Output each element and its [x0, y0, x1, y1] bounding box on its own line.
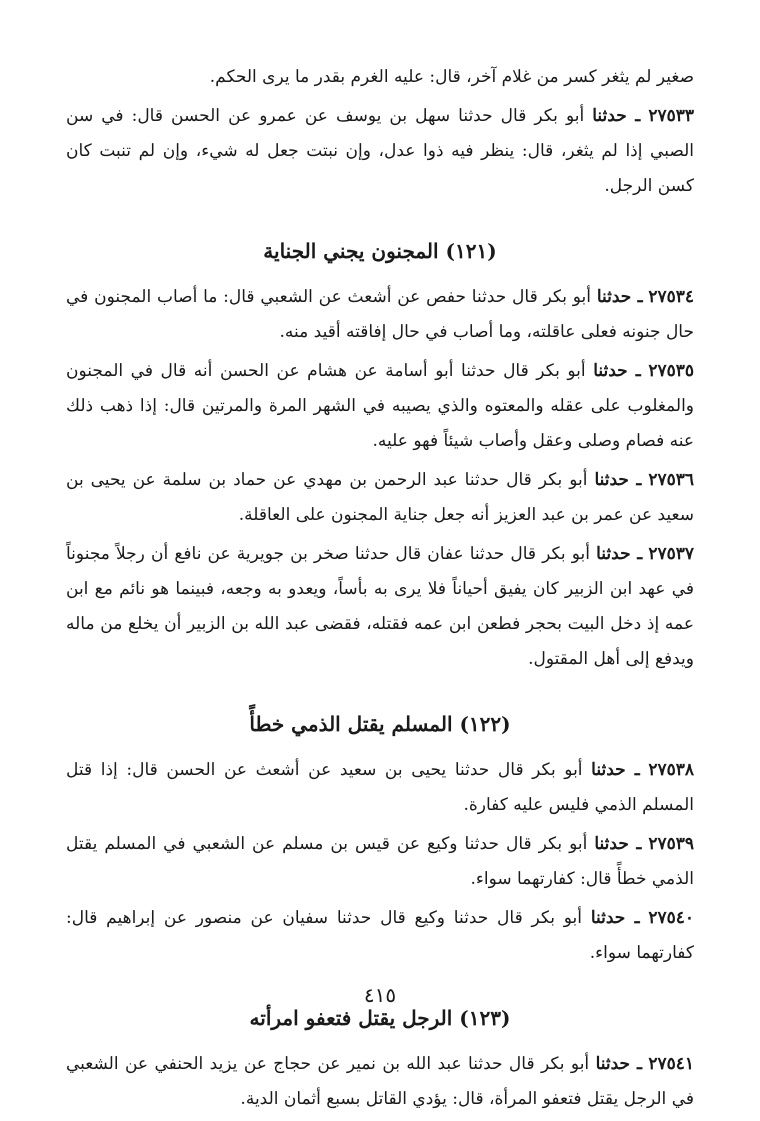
hadith-number: ٢٧٥٣٥ [648, 361, 695, 381]
hadith-text: أبو بكر قال حدثنا حفص عن أشعث عن الشعبي قال: ما أصاب المجنون في حال جنونه فعلى عاقلته، وما أصاب في حال إفاقته أقيد منه. [66, 287, 694, 342]
hadith-text: أبو بكر قال حدثنا عبد الله بن نمير عن حجاج عن يزيد الحنفي عن الشعبي في الرجل يقتل فتعفو المرأة، قال: يؤدي القاتل بسبع أثمان الدية. [66, 1054, 694, 1109]
section-heading: (١٢٢) المسلم يقتل الذمي خطأً [249, 712, 511, 736]
section-heading: (١٢٣) الرجل يقتل فتعفو امرأته [249, 1006, 511, 1030]
hadith-number: ٢٧٥٣٦ [648, 470, 695, 490]
hadith-lead: ـ حدثنا [591, 760, 640, 780]
hadith-paragraph [66, 753, 694, 823]
hadith-number: ٢٧٥٤٠ [648, 908, 695, 928]
hadith-lead: ـ حدثنا [590, 908, 640, 928]
hadith-paragraph [66, 537, 694, 677]
hadith-paragraph [66, 463, 694, 533]
hadith-lead: ـ حدثنا [595, 1054, 642, 1074]
hadith-number: ٢٧٥٣٤ [648, 287, 695, 307]
hadith-number: ٢٧٥٣٩ [648, 834, 694, 854]
section-heading: (١٢١) المجنون يجني الجناية [263, 239, 497, 263]
hadith-paragraph [66, 280, 694, 350]
paragraph [66, 60, 694, 95]
hadith-lead: ـ حدثنا [593, 361, 641, 381]
hadith-number: ٢٧٥٤١ [648, 1054, 695, 1074]
hadith-text: أبو بكر قال حدثنا عفان قال حدثنا صخر بن جويرية عن نافع أن رجلاً مجنوناً في عهد ابن الزبير كان يفيق أحياناً فلا يرى به بأساً، ويعدو به وجعه، فبينما هو نائم مع ابن عمه إذ دخل البيت بحجر فطعن ابن عمه فقتله، فقضى عبد الله بن الزبير أن يخلع من ماله ويدفع إلى أهل المقتول. [66, 544, 694, 669]
hadith-number: ٢٧٥٣٣ [648, 106, 694, 126]
hadith-lead: ـ حدثنا [594, 470, 642, 490]
page-body [66, 60, 694, 1121]
hadith-paragraph [66, 1047, 694, 1117]
page-number: ٤١٥ [363, 983, 397, 1007]
hadith-paragraph [66, 354, 694, 459]
hadith-text: أبو بكر قال حدثنا وكيع قال حدثنا سفيان عن منصور عن إبراهيم قال: كفارتهما سواء. [66, 908, 694, 963]
hadith-text: أبو بكر قال حدثنا سهل بن يوسف عن عمرو عن الحسن قال: في سن الصبي إذا لم يثغر، قال: ينظر فيه ذوا عدل، وإن نبتت جعل له شيء، وإن لم تنبت كان كسن الرجل. [66, 106, 694, 196]
hadith-text: أبو بكر قال حدثنا أبو أسامة عن هشام عن الحسن أنه قال في المجنون والمغلوب على عقله والمعتوه والذي يصيبه في الشهر المرة والمرتين قال: إذا ذهب ذلك عنه فصام وصلى وعقل وأصاب شيئاً فهو عليه. [66, 361, 694, 451]
hadith-paragraph [66, 827, 694, 897]
hadith-lead: ـ حدثنا [594, 834, 642, 854]
hadith-text: أبو بكر قال حدثنا يحيى بن سعيد عن أشعث عن الحسن قال: إذا قتل المسلم الذمي فليس عليه كفارة. [66, 760, 694, 815]
hadith-text: أبو بكر قال حدثنا عبد الرحمن بن مهدي عن حماد بن سلمة عن يحيى بن سعيد عن عمر بن عبد العزيز أنه جعل جناية المجنون على العاقلة. [66, 470, 694, 525]
hadith-paragraph [66, 901, 694, 971]
hadith-number: ٢٧٥٣٧ [648, 544, 694, 564]
hadith-lead: ـ حدثنا [592, 106, 641, 126]
hadith-lead: ـ حدثنا [596, 544, 643, 564]
hadith-paragraph [66, 99, 694, 204]
hadith-number: ٢٧٥٣٨ [648, 760, 695, 780]
hadith-text: أبو بكر قال حدثنا وكيع عن قيس بن مسلم عن الشعبي في المسلم يقتل الذمي خطأً قال: كفارتهما سواء. [66, 834, 694, 889]
paragraph-text: صغير لم يثغر كسر من غلام آخر، قال: عليه الغرم بقدر ما يرى الحكم. [209, 67, 694, 87]
hadith-lead: ـ حدثنا [596, 287, 643, 307]
